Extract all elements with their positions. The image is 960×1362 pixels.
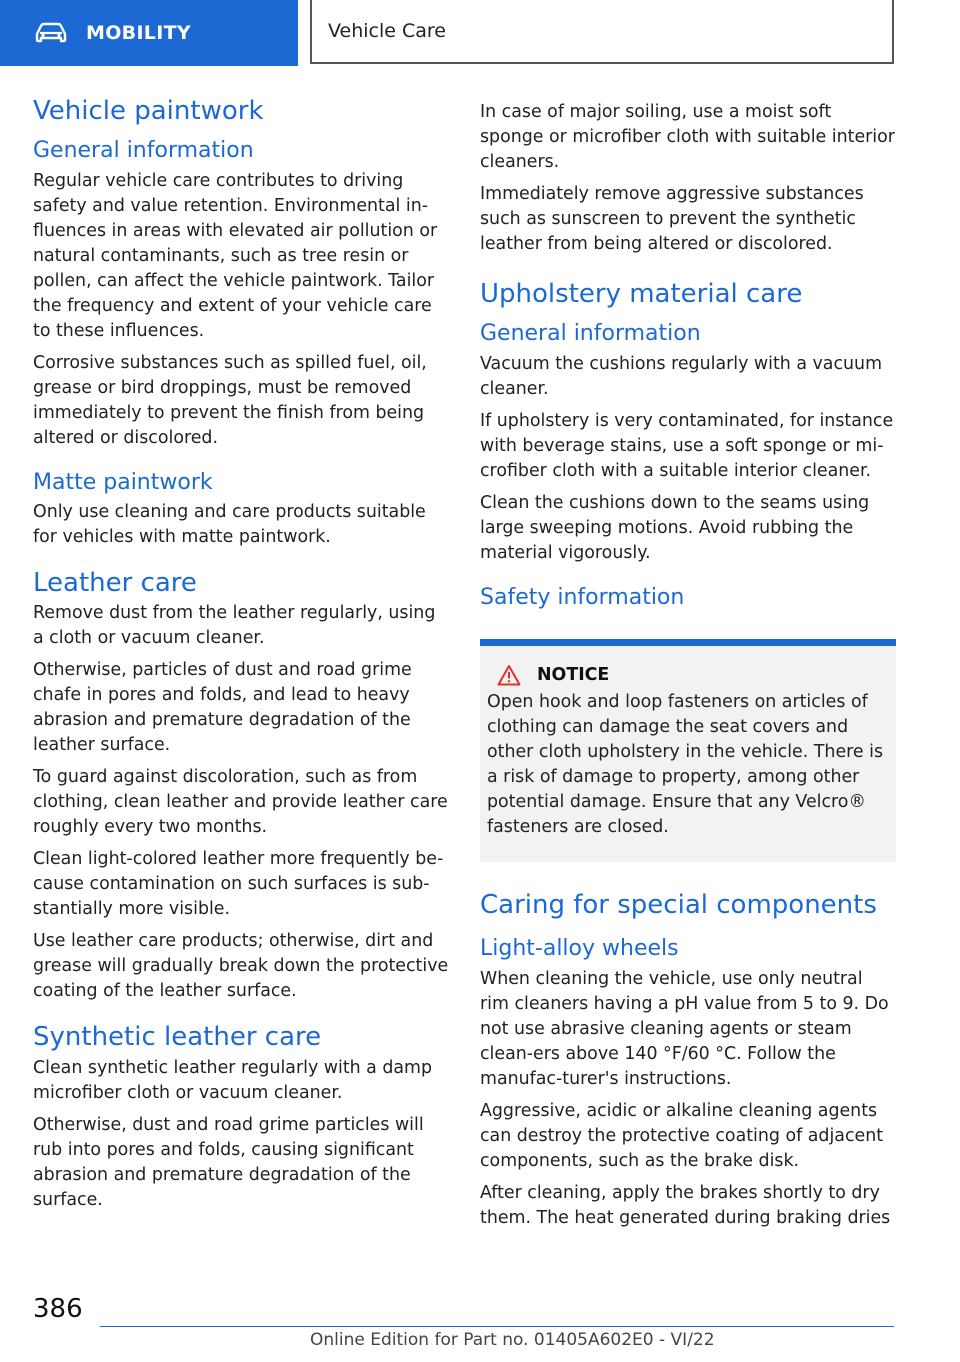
paragraph: Clean light-colored leather more frequently be-cause contamination on such surfaces is sub-stantially more visible. xyxy=(33,849,444,920)
heading-general-information: General information xyxy=(33,138,254,164)
chapter-tab[interactable] xyxy=(310,0,894,64)
heading-safety-information: Safety information xyxy=(480,584,685,610)
chapter-label: Vehicle Care xyxy=(328,20,446,42)
paragraph: In case of major soiling, use a moist soft sponge or microfiber cloth with suitable interior cleaners. xyxy=(480,102,895,172)
heading-matte-paintwork: Matte paintwork xyxy=(33,469,213,495)
paragraph: Immediately remove aggressive substances such as sunscreen to prevent the synthetic leather from being altered or discolored. xyxy=(480,184,864,254)
heading-upholstery-material-care: Upholstery material care xyxy=(480,279,803,309)
footer-divider xyxy=(100,1326,894,1327)
paragraph: Vacuum the cushions regularly with a vacuum cleaner. xyxy=(480,353,883,399)
paragraph: To guard against discoloration, such as from clothing, clean leather and provide leather care roughly every two months. xyxy=(33,767,448,838)
heading-leather-care: Leather care xyxy=(33,568,197,599)
paragraph: Regular vehicle care contributes to driving safety and value retention. Environmental in-fluences in areas with elevated air pollution or natural contaminants, such as tree resin or pollen, can affect the vehicle paintwork. Tailor the frequency and extent of your vehicle care to these influences. xyxy=(33,170,438,341)
notice-text: Open hook and loop fasteners on articles of clothing can damage the seat covers and other cloth upholstery in the vehicle. There is a risk of damage to property, among other potential damage. Ensure that any Velcro® fasteners are closed. xyxy=(487,692,884,838)
section-label: MOBILITY xyxy=(86,22,191,44)
heading-caring-special-components: Caring for special components xyxy=(480,890,877,921)
paragraph: Clean synthetic leather regularly with a damp microfiber cloth or vacuum cleaner. xyxy=(33,1057,433,1103)
heading-light-alloy-wheels: Light-alloy wheels xyxy=(480,936,679,962)
paragraph: Otherwise, particles of dust and road grime chafe in pores and folds, and lead to heavy abrasion and premature degradation of the leather surface. xyxy=(33,660,412,756)
paragraph: If upholstery is very contaminated, for instance with beverage stains, use a soft sponge or mi-crofiber cloth with a suitable interior cleaner. xyxy=(480,410,894,481)
notice-box xyxy=(480,639,896,862)
paragraph: Otherwise, dust and road grime particles will rub into pores and folds, causing significant abrasion and premature degradation of the surface. xyxy=(33,1114,424,1210)
paragraph: Remove dust from the leather regularly, using a cloth or vacuum cleaner. xyxy=(33,603,436,649)
car-icon xyxy=(34,22,68,44)
left-column xyxy=(33,96,449,1220)
paragraph: When cleaning the vehicle, use only neutral rim cleaners having a pH value from 5 to 9. Do not use abrasive cleaning agents or steam clean-ers above 140 °F/60 °C. Follow the manufac-turer's instructions. xyxy=(480,968,889,1089)
heading-general-information: General information xyxy=(480,321,701,347)
notice-title: NOTICE xyxy=(537,665,610,686)
warning-triangle-icon xyxy=(497,664,521,686)
paragraph: Corrosive substances such as spilled fuel, oil, grease or bird droppings, must be removed immediately to prevent the finish from being altered or discolored. xyxy=(33,352,427,448)
footer-edition: Online Edition for Part no. 01405A602E0 - VI/22 xyxy=(310,1330,715,1350)
page-number: 386 xyxy=(33,1294,83,1324)
paragraph: Aggressive, acidic or alkaline cleaning agents can destroy the protective coating of adjacent components, such as the brake disk. xyxy=(480,1100,884,1171)
heading-vehicle-paintwork: Vehicle paintwork xyxy=(33,96,264,126)
notice-header xyxy=(487,664,889,686)
paragraph: After cleaning, apply the brakes shortly to dry them. The heat generated during braking dries xyxy=(480,1182,891,1228)
paragraph: Only use cleaning and care products suitable for vehicles with matte paintwork. xyxy=(33,502,426,548)
paragraph: Clean the cushions down to the seams using large sweeping motions. Avoid rubbing the material vigorously. xyxy=(480,492,870,563)
paragraph: Use leather care products; otherwise, dirt and grease will gradually break down the protective coating of the leather surface. xyxy=(33,931,449,1002)
right-column xyxy=(480,100,896,1238)
heading-synthetic-leather-care: Synthetic leather care xyxy=(33,1022,322,1053)
page-header xyxy=(0,0,960,66)
section-tab-mobility[interactable] xyxy=(0,0,298,66)
